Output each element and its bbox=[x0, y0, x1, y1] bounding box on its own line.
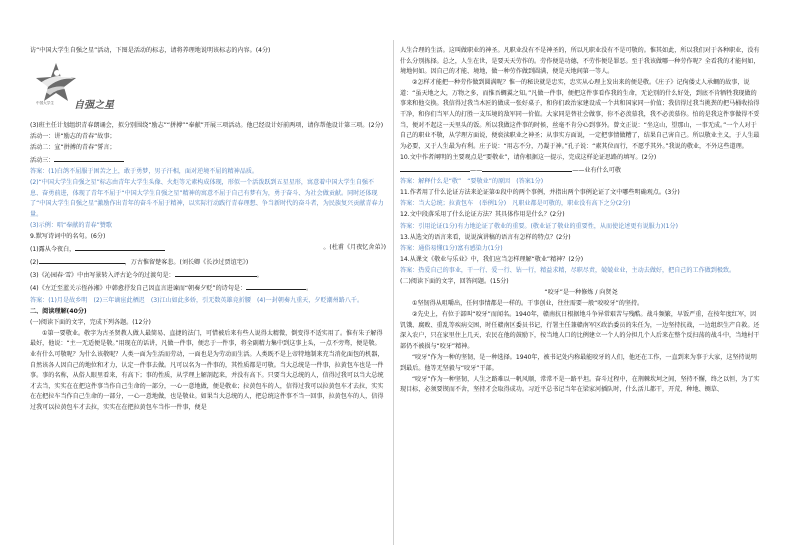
logo-caption-script: 自强之星 bbox=[74, 99, 114, 111]
paragraph-b4: “咬牙”作为一种坚韧，人生之路难以一帆风顺，常常不是一路平坦。奋斗过程中，在荆棘坎坷之间，坚持不懈，终之以恒，为了实现目标，必须要锲而不舍，坚持才会取得成功。习近平总书记当年在梁家河插队时，什么活儿都干，开荒、种地、铡草、 bbox=[400, 375, 760, 394]
right-column bbox=[400, 46, 762, 397]
question-11: 11.作者用了什么论证方法来论证第①段中的两个事例，并指出两个事例论证了文中哪些明确观点。(3分) bbox=[400, 189, 680, 197]
question-10-fill bbox=[400, 164, 762, 177]
section-2-title: 二、阅读理解(40分) bbox=[30, 307, 87, 315]
answer-block-2: (2)“中国大学生自强之星”标志由青年大学生头像、火炬等元素构成体现，形似一个活泼跃到五星星形，寓意着中国大学生自强不息、奋勇前进，体现了青年不屈于“中国大学生自强之星”精神的寓意不屈于自己有梦有为，勇于奋斗、为社会做贡献。同时还体现了“中国大学生自强之星”激励作出青年的奋斗不屈于精神，以实际行动践行青春理想、争当新时代的奋斗者，为民族复兴贡献青春力量。 bbox=[30, 179, 384, 218]
question-12: 12.文中段落采用了什么论证方法？其具体作用是什么？(2分) bbox=[400, 211, 565, 219]
poem-2-mid: ，万古惟留楚客悲。(刘长卿《长沙过贾谊宅》) bbox=[124, 259, 249, 267]
poem-4-end: 。 bbox=[306, 285, 313, 293]
activity-3-blank bbox=[54, 154, 124, 162]
answer-q14: 答案：热爱自己的事业，干一行、爱一行、钻一行，精益求精，尽职尽责，兢兢业业，主动去做好，把自己的工作做到极致。 bbox=[400, 266, 736, 274]
answer-q12: 答案：引用论证(1分)有力地论证了敬业的重要。(敬业证了敬业的重要性，从而使论述更有说服力)(1分) bbox=[400, 222, 678, 230]
poem-3-text: (3)《沁园春·雪》中由写景转入评古论今的过渡句是： bbox=[30, 272, 175, 280]
paragraph-1: ①第一要敬业。敬字为古圣贤教人做人最简易、直捷的法门，可惜被后来有些人说得太精微，倒变得不适实用了。惟有朱子解得最好，他说：“主一无适便是敬。”用现在的话讲，凡做一件事，便忠于一件事，将全副精力集中到这事上头，一点不旁骛，便是敬。业有什么可敬呢？为什么该敬呢？人类一面为生活而劳动，一面也是为劳动而生活。人类既不是上帝特地制来充当消化面包的机器，自然该各人因自己的地位和才力，认定一件事去做。凡可以名为一件事的，其性质都是可敬。当大总统是一件事，拉黄包车也是一件事。事的名称，从俗人眼里看来，有高下；事的性质，从学理上解剖起来，并没有高下。只要当大总统的人，信得过我可以当大总统才去当，实实在在把这件事当作自己生命的一部分，一心一意地做，便是敬业；拉黄包车的人，信得过我可以拉黄包车才去拉，实实在在把拉车当作自己生命的一部分，一心一意地做，也是敬业。如果当大总统的人，把总统这件事不当一回事，拉黄包车的人，信得过我可以拉黄包车才去拉，实实在在把拉黄包车当作一件事，便是 bbox=[30, 329, 384, 411]
poem-line-2 bbox=[30, 256, 386, 269]
q10-blank-1 bbox=[400, 164, 470, 172]
left-column bbox=[30, 46, 386, 414]
poem-1-blank bbox=[75, 243, 165, 251]
question-10: 10.文中作者阐明的主要观点是“要敬业”，请你根据这一提示，完成这样论证思路的填写。(2分) bbox=[400, 153, 657, 161]
paragraph-1-cont: 人生合理的生活。这叫做职业的神圣。凡职业没有不是神圣的，所以凡职业没有不是可敬的。惟其如此，所以我们对于各种职业，没有什么分别拣择。总之，人生在世，是要天天劳作的。劳作便是功德，不劳作便是罪恶。至于我该做哪一种劳作呢？全看我的才能何如，境地何如。因自己的才能、境地，做一种劳作做到圆满，便是天地间第一等人。 bbox=[400, 47, 760, 76]
activity-1: 活动一：讲“励志的青春”故事； bbox=[30, 132, 116, 140]
intro-text: 访“中国大学生自强之星”活动，下图是活动的标志，请将养理地说明该标志的内容。(4分) bbox=[30, 47, 271, 54]
column-divider bbox=[393, 40, 394, 545]
answer-q13: 答案：通俗易懂(1分)富有感染力(1分) bbox=[400, 244, 503, 252]
logo-caption-small: 中国大学生 bbox=[36, 100, 54, 105]
question-3: (3)班主任计划组织青春朗诵会，拟分别围绕“励志”“拼搏”“奉献”开展三项活动。他已经设计好前两项，请你帮他设计第三项。(2分) bbox=[30, 121, 384, 129]
article-heading: “咬牙”是一种修炼 / 向贤尧 bbox=[544, 289, 618, 297]
answer-block-3: (3)示例：唱“奉献的青春”赞歌 bbox=[30, 221, 112, 229]
poem-4-blank bbox=[246, 282, 306, 290]
sub-2-title: (二)阅读下面的文字，回答问题。(15分) bbox=[400, 277, 509, 285]
activity-2: 活动二：宣“拼搏的青春”誓言； bbox=[30, 143, 116, 151]
paragraph-b1: ①坚韧得从咀嚼出，任何事情都是一样的。干事创业，往往需要一般“咬咬牙”的坚持。 bbox=[412, 300, 644, 308]
question-9-title: 9.默写诗词中的名句。(6分) bbox=[30, 233, 106, 241]
poem-1-source: 。(杜甫《月夜忆舍弟》) bbox=[323, 244, 386, 252]
answer-poem: 答案：(1)月是故乡明 (2)三年谪宦此栖迟 (3)江山如此多娇，引无数英雄竞折腰 (4)一封朝奏九重天，夕贬潮州路八千。 bbox=[30, 296, 364, 304]
poem-line-1 bbox=[30, 243, 386, 256]
sub-1-title: (一)阅读下面的文字，完成下列各题。(12分) bbox=[30, 318, 151, 326]
poem-2-blank bbox=[39, 256, 125, 264]
activity-3 bbox=[30, 154, 386, 167]
question-14: 14.从课文《敬业与乐业》中，我们应当怎样理解“敬业”精神？(2分) bbox=[400, 255, 584, 263]
answer-q10: 答案：解释什么是“敬” “要敬业”的原因 (答案1分) bbox=[400, 178, 544, 186]
q10-blank-2 bbox=[482, 164, 572, 172]
paragraph-b2: ②先史上，有位于部叫“咬牙”而闻名。1940年，赣南抗日根据地斗争异常艰苦与残酷。战斗频繁，早饭严重，在按年度红军，因饥饿、腐败、重乱等疾病交困，时任赣南区委员书记，行署主任兼赣南军区政治委员的朱任为，一边坚持抗战，一边组织生产自救。还深入农户，只在家里住上几天，农民在他的鼓励下，按当地人口的比例建立一个人的分担几个人后来在整个反扫荡的战斗中，当地村干部仍不被损与“咬牙”精神。 bbox=[400, 311, 760, 351]
poem-line-3 bbox=[30, 269, 386, 282]
poem-line-4 bbox=[30, 282, 386, 295]
poem-3-blank bbox=[175, 269, 257, 277]
question-13: 13.从选文的语言来看，说说演讲稿的语言有怎样的特点？(2分) bbox=[400, 233, 571, 241]
poem-2-prefix: (2) bbox=[30, 259, 39, 267]
paragraph-2: ②怎样才能把一种劳作做到圆满呢？惟一的秘诀就是忠实，忠实从心理上发出来的便是敬。《庄子》记佝偻丈人承蜩的故事，说道：“虽天地之大，万物之多，而惟吾蜩翼之知。”凡做一件事，便把这件事看作我的生命，无论别的什么好处，到底不肯牺牲我现做的事来和他交换。我信得过我当木匠的做成一张好桌子，和你们政治家建设成一个共和国家同一价值；我信得过我当挑粪的把马桶收拾得干净，和你们当军人的打胜一支压境的敌军同一价值。大家同是替社会做事，你不必羡慕我，我不必羡慕你。怕的是我这件事做得不妥当，便对不起这一天里头的饭。所以我做这件事的时候，丝毫不肯分心到事外。曾文正说：“坐这山，望那山，一事无成。”一个人对于自己的职业不敬，从学理方面说，便亵渎职业之神圣；从事实方面说，一定把事情做糟了，结果自己害自己。所以敬业主义，于人生最为必要，又于人生最为有利。庄子说：“用志不分，乃凝于神。”孔子说：“素其位而行，不愿乎其外。”我说的敬业，不外这些道理。 bbox=[400, 79, 760, 150]
paragraph-b3: “咬牙”作为一种的坚韧，是一种选择。1940年，被书记处内称最能咬牙的人们，他还在工作，一直到来为事于大家，这坚持说明到最后。他等无坚毅与“咬牙”干部。 bbox=[400, 354, 757, 372]
activity-3-label: 活动三： bbox=[30, 156, 55, 164]
poem-3-end: 。 bbox=[256, 272, 263, 280]
answer-block-1: 答案：(1)白鸽不屈服于困苦之上，敢于勇梦，男子汗相，面对逆境不屈的精神品质。 bbox=[30, 167, 259, 175]
star-logo bbox=[30, 61, 140, 117]
answer-q11: 答案：当大总统；拉黄包车 (举例1分) 凡职业都是可敬的，职业没有高下之分(2分) bbox=[400, 200, 631, 208]
q10-fill-b: ——业有什么可敬 bbox=[572, 167, 621, 175]
poem-1-prefix: (1)露从今夜白， bbox=[30, 246, 76, 254]
q10-fill-a: —— bbox=[470, 167, 483, 175]
poem-4-text: (4)《左迁至蓝关示侄孙湘》中韩愈抒发自己因直言进谏而“朝奏夕贬”的诗句是： bbox=[30, 285, 247, 293]
